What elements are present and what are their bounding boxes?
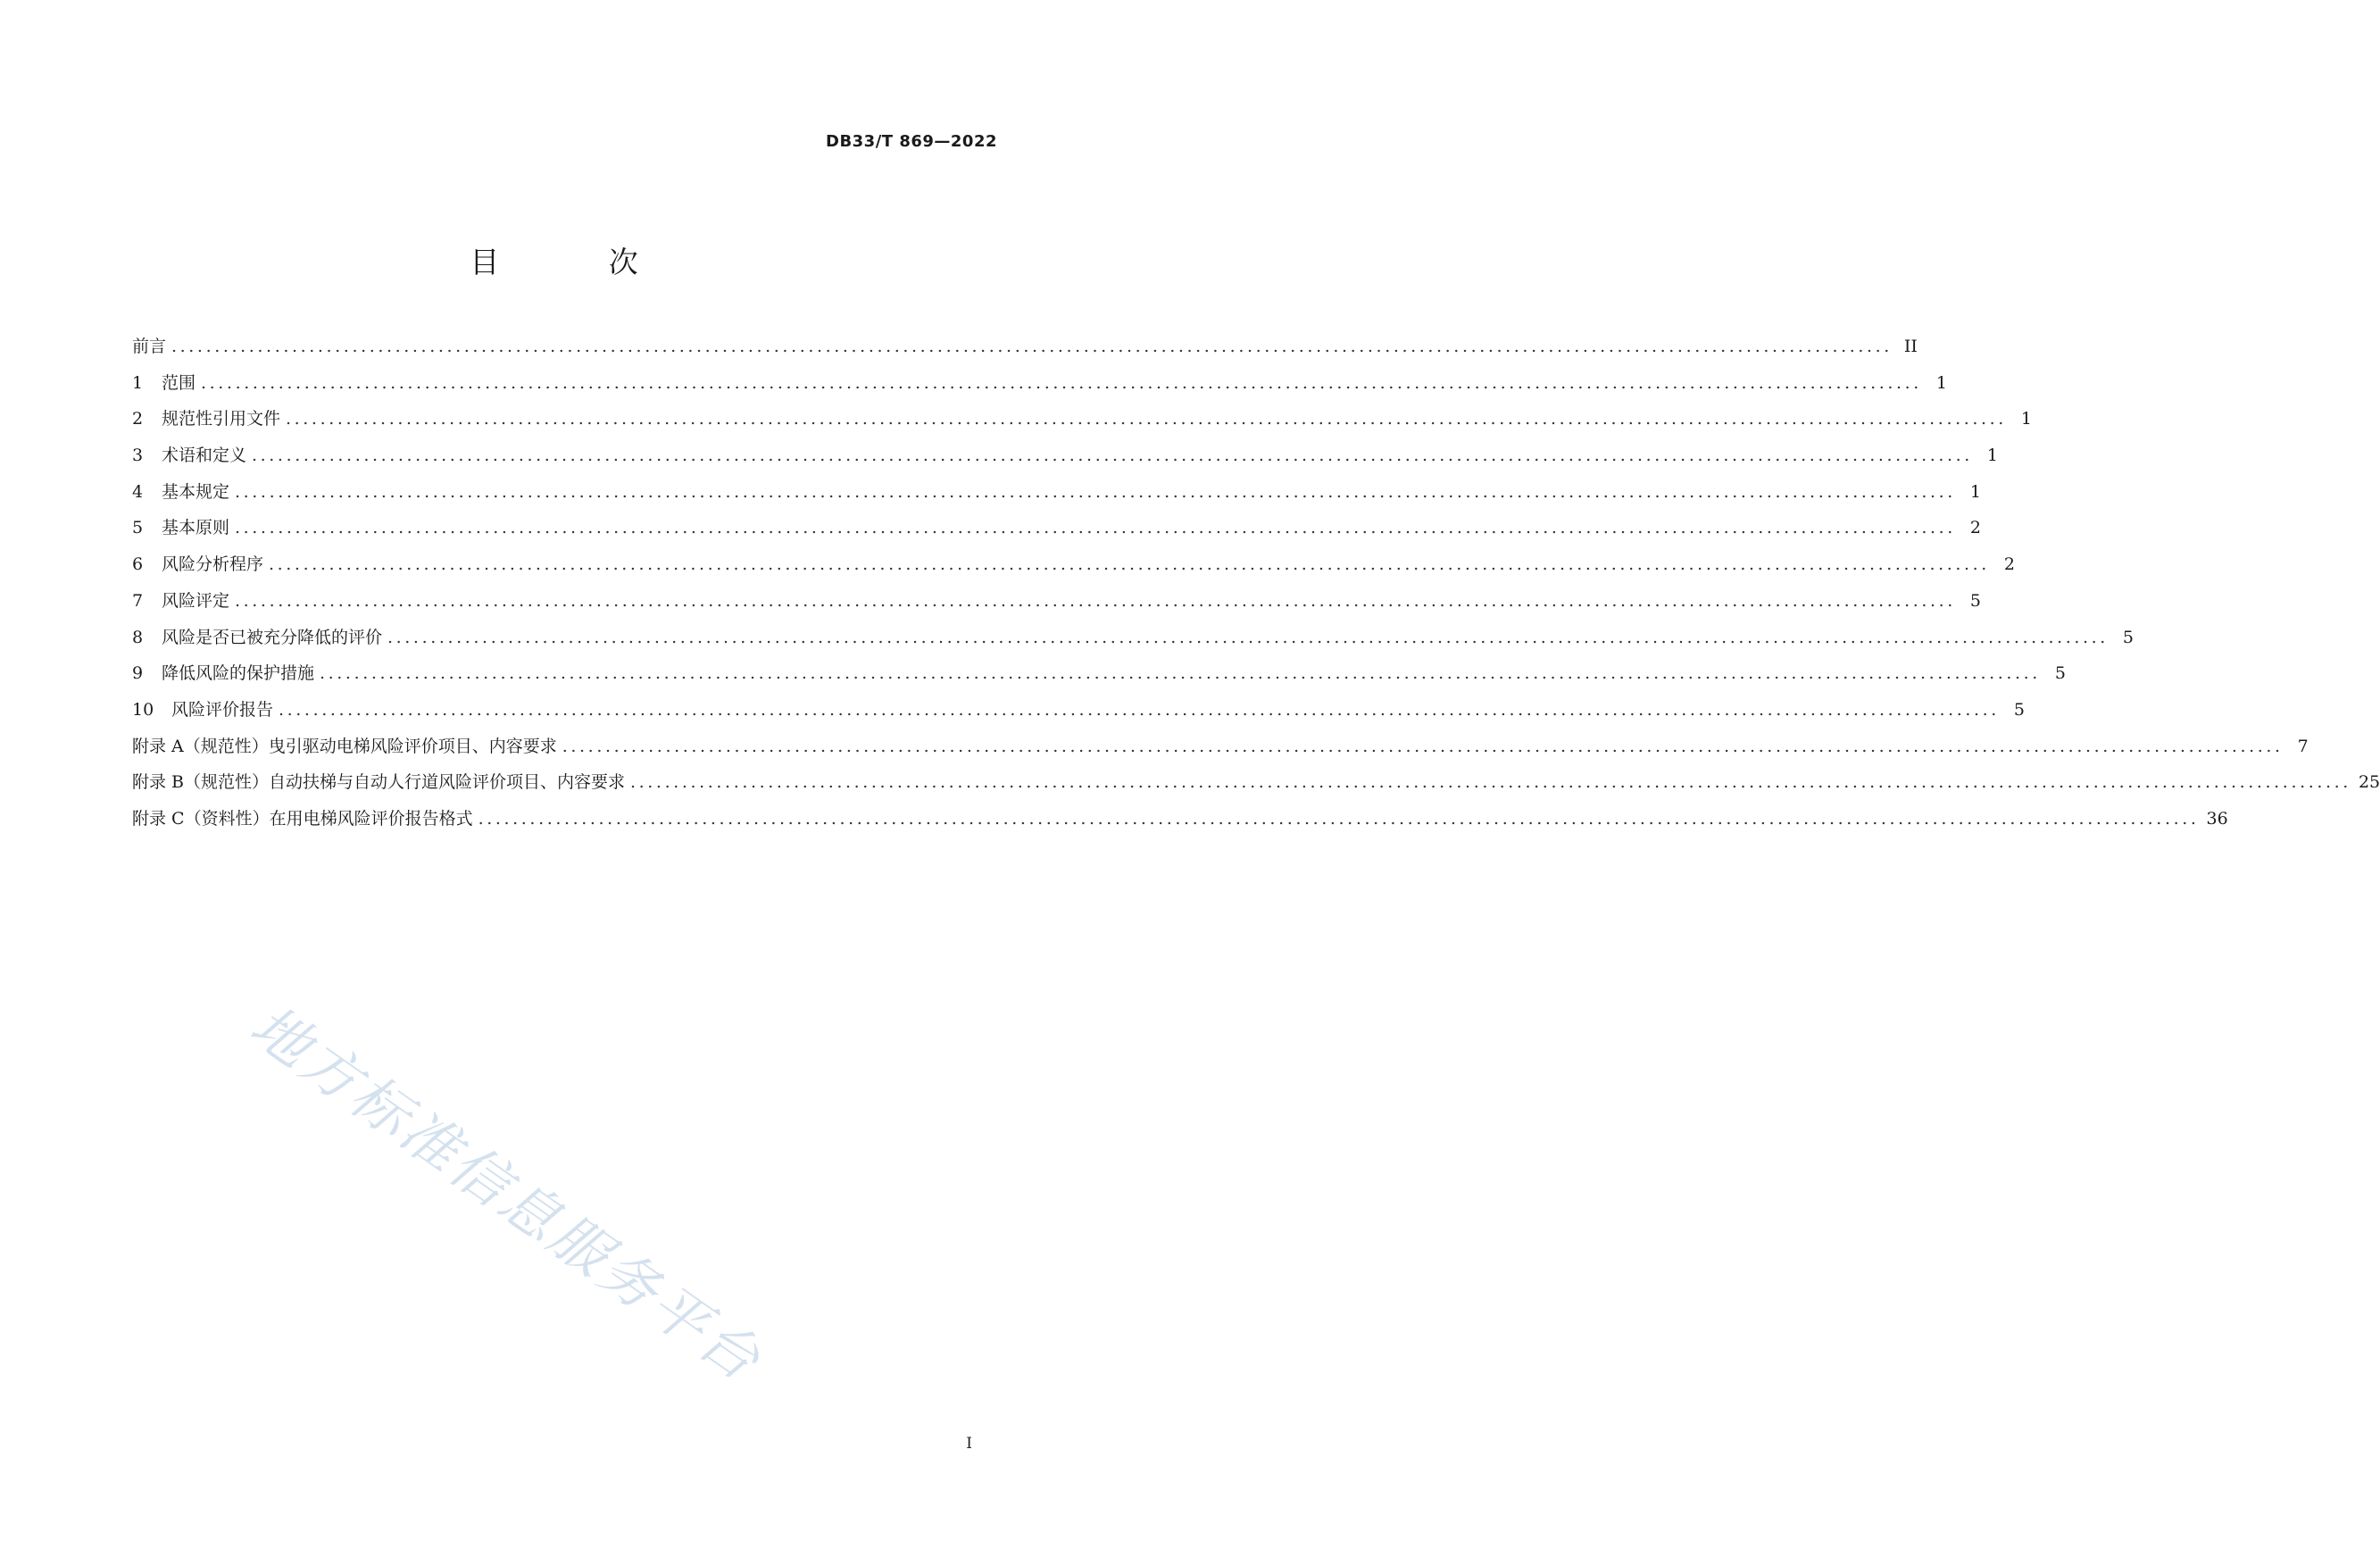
toc-entry-number: 3 (132, 446, 144, 466)
toc-dot-leader: ........................................................................................................................................................................................................ (562, 736, 2284, 756)
toc-entry-label (132, 370, 201, 394)
watermark: 地方标准信息服务平台 (237, 993, 774, 1395)
toc-entry[interactable] (132, 370, 1947, 406)
toc-entry-label (132, 733, 562, 757)
toc-entry[interactable] (132, 769, 2380, 805)
toc-entry[interactable] (132, 551, 2015, 587)
toc-entry-page: II (1903, 337, 1918, 356)
toc-dot-leader: ........................................................................................................................................................................................................ (286, 409, 2007, 429)
toc-entry-text: 规范性引用文件 (162, 409, 281, 429)
toc-entry-text: 基本原则 (162, 518, 230, 538)
toc-entry-page: 7 (2297, 736, 2309, 756)
toc-entry[interactable] (132, 660, 2066, 696)
toc-entry-text: 风险是否已被充分降低的评价 (162, 627, 383, 647)
toc-entry-label (132, 696, 279, 721)
toc-entry[interactable] (132, 405, 2032, 442)
toc-entry-label (132, 660, 320, 684)
toc-entry-text: 附录 C（资料性）在用电梯风险评价报告格式 (132, 808, 473, 829)
toc-entry-page: 5 (2122, 627, 2134, 647)
toc-entry-page: 1 (1969, 481, 1981, 502)
toc-entry-text: 降低风险的保护措施 (162, 663, 315, 684)
toc-dot-leader: ........................................................................................................................................................................................................ (630, 772, 2351, 793)
toc-dot-leader: ........................................................................................................................................................................................................ (201, 372, 1922, 393)
toc-entry-number: 9 (132, 663, 144, 684)
toc-entry-text: 风险评价报告 (171, 699, 274, 720)
toc-entry-label (132, 805, 478, 829)
toc-entry-label (132, 333, 171, 357)
toc-entry-label (132, 442, 252, 466)
toc-entry-number: 2 (132, 409, 144, 429)
toc-dot-leader: ........................................................................................................................................................................................................ (478, 808, 2200, 829)
toc-entry-page: 5 (1969, 590, 1981, 611)
toc-entry[interactable] (132, 624, 2134, 661)
toc-entry-label (132, 769, 630, 793)
toc-dot-leader: ........................................................................................................................................................................................................ (279, 699, 2000, 720)
toc-entry[interactable] (132, 514, 1981, 551)
standard-code: DB33/T 869—2022 (826, 132, 997, 151)
toc-entry-number: 10 (132, 699, 154, 720)
toc-entry-label (132, 514, 235, 538)
toc-entry[interactable] (132, 442, 1998, 479)
toc-entry[interactable] (132, 479, 1981, 515)
table-of-contents (132, 333, 2380, 842)
toc-entry-label (132, 551, 269, 575)
toc-entry-label (132, 479, 235, 503)
toc-entry-page: 36 (2206, 808, 2228, 829)
toc-entry-text: 风险分析程序 (162, 554, 264, 575)
toc-entry[interactable] (132, 733, 2309, 770)
toc-dot-leader: ........................................................................................................................................................................................................ (171, 337, 1893, 356)
toc-entry-page: 5 (2013, 699, 2025, 720)
toc-entry-page: 1 (1935, 372, 1947, 393)
toc-entry[interactable] (132, 587, 1981, 624)
toc-entry[interactable] (132, 333, 1918, 370)
toc-dot-leader: ........................................................................................................................................................................................................ (235, 590, 1956, 611)
toc-entry-number: 8 (132, 627, 144, 647)
toc-entry-page: 2 (2003, 554, 2015, 575)
toc-dot-leader: ........................................................................................................................................................................................................ (320, 663, 2041, 684)
toc-entry-number: 7 (132, 590, 144, 611)
toc-entry-page: 5 (2054, 663, 2066, 684)
toc-entry[interactable] (132, 696, 2025, 733)
toc-entry-text: 附录 A（规范性）曳引驱动电梯风险评价项目、内容要求 (132, 736, 557, 756)
toc-entry-label (132, 405, 286, 429)
toc-dot-leader: ........................................................................................................................................................................................................ (235, 518, 1956, 538)
toc-entry-text: 附录 B（规范性）自动扶梯与自动人行道风险评价项目、内容要求 (132, 772, 626, 793)
page-title: 目 次 (470, 245, 688, 279)
toc-entry-page: 2 (1969, 518, 1981, 538)
toc-entry-label (132, 587, 235, 612)
toc-entry-text: 基本规定 (162, 481, 230, 502)
toc-entry-number: 1 (132, 372, 144, 393)
toc-entry-page: 25 (2358, 772, 2380, 793)
toc-entry-text: 风险评定 (162, 590, 230, 611)
toc-entry-page: 1 (2020, 409, 2032, 429)
toc-dot-leader: ........................................................................................................................................................................................................ (269, 554, 1990, 575)
toc-entry-text: 术语和定义 (162, 446, 247, 466)
toc-entry-page: 1 (1986, 446, 1998, 466)
toc-entry-label (132, 624, 387, 648)
toc-entry-text: 前言 (132, 337, 167, 356)
toc-entry-number: 5 (132, 518, 144, 538)
toc-dot-leader: ........................................................................................................................................................................................................ (235, 481, 1956, 502)
toc-entry-text: 范围 (162, 372, 196, 393)
page-number: I (966, 1435, 972, 1453)
toc-entry[interactable] (132, 805, 2228, 842)
toc-dot-leader: ........................................................................................................................................................................................................ (387, 627, 2109, 647)
toc-entry-number: 4 (132, 481, 144, 502)
toc-entry-number: 6 (132, 554, 144, 575)
toc-dot-leader: ........................................................................................................................................................................................................ (252, 446, 1973, 466)
